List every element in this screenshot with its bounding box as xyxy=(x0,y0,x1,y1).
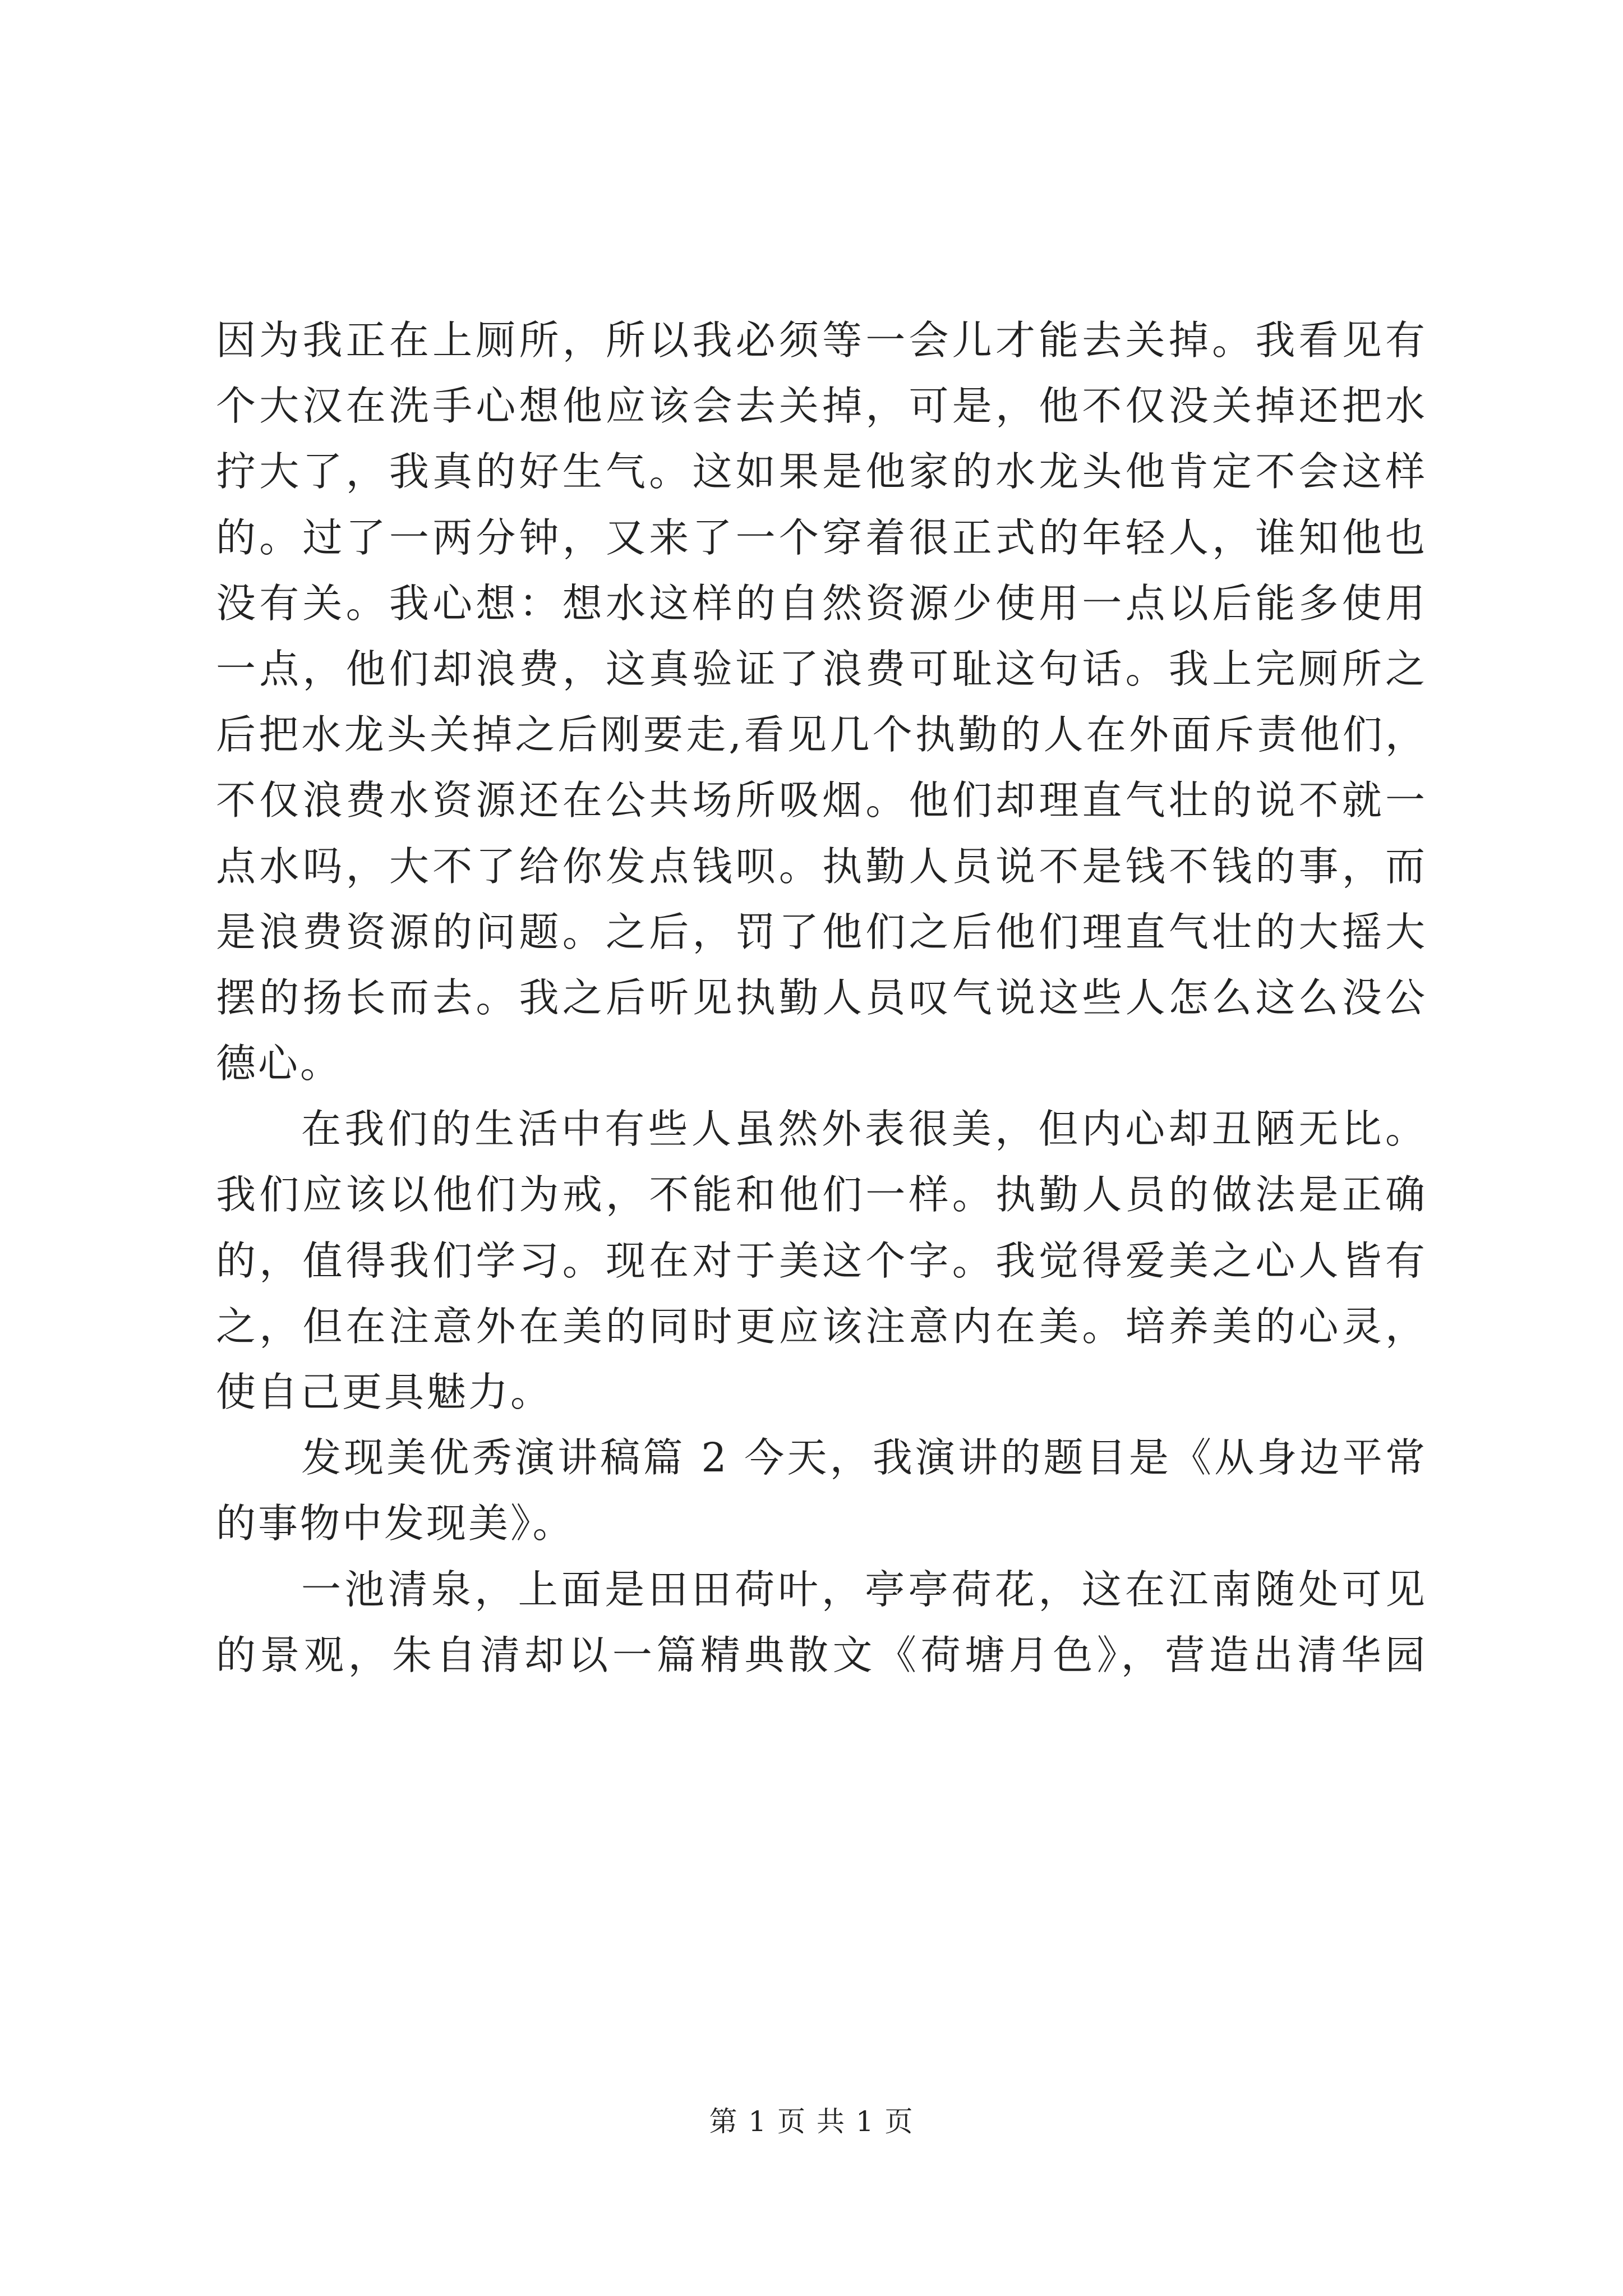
text-line: 个大汉在洗手心想他应该会去关掉，可是，他不仅没关掉还把水 xyxy=(216,383,1427,430)
text-line: 没有关。我心想：想水这样的自然资源少使用一点以后能多使用 xyxy=(216,579,1427,627)
page-footer xyxy=(0,2099,1623,2139)
text-line: 是浪费资源的问题。之后，罚了他们之后他们理直气壮的大摇大 xyxy=(216,908,1427,955)
text-line: 点水吗，大不了给你发点钱呗。执勤人员说不是钱不钱的事，而 xyxy=(216,843,1427,890)
text-line: 德心。 xyxy=(216,1040,343,1087)
text-line: 之，但在注意外在美的同时更应该注意内在美。培养美的心灵， xyxy=(216,1303,1427,1350)
text-line: 的，值得我们学习。现在对于美这个字。我觉得爱美之心人皆有 xyxy=(216,1237,1427,1284)
text-line: 使自己更具魅力。 xyxy=(216,1369,553,1415)
text-line: 因为我正在上厕所，所以我必须等一会儿才能去关掉。我看见有 xyxy=(216,317,1427,364)
text-line: 摆的扬长而去。我之后听见执勤人员叹气说这些人怎么这么没公 xyxy=(216,974,1427,1021)
text-line: 不仅浪费水资源还在公共场所吸烟。他们却理直气壮的说不就一 xyxy=(216,777,1427,824)
text-line: 我们应该以他们为戒，不能和他们一样。执勤人员的做法是正确 xyxy=(216,1171,1427,1218)
text-line: 一点，他们却浪费，这真验证了浪费可耻这句话。我上完厕所之 xyxy=(216,645,1427,692)
text-line: 的景观，朱自清却以一篇精典散文《荷塘月色》，营造出清华园 xyxy=(216,1631,1427,1678)
text-line: 拧大了，我真的好生气。这如果是他家的水龙头他肯定不会这样 xyxy=(216,448,1427,495)
text-line: 的。过了一两分钟，又来了一个穿着很正式的年轻人，谁知他也 xyxy=(216,514,1427,561)
page-number: 第 1 页 共 1 页 xyxy=(709,2105,914,2138)
text-line: 一池清泉，上面是田田荷叶，亭亭荷花，这在江南随处可见 xyxy=(301,1566,1427,1613)
text-line: 在我们的生活中有些人虽然外表很美，但内心却丑陋无比。 xyxy=(301,1106,1427,1153)
text-line: 的事物中发现美》。 xyxy=(216,1500,575,1547)
text-line: 发现美优秀演讲稿篇 2 今天，我演讲的题目是《从身边平常 xyxy=(301,1434,1427,1481)
text-line: 后把水龙头关掉之后刚要走,看见几个执勤的人在外面斥责他们， xyxy=(216,711,1427,758)
document-body xyxy=(216,307,1427,1688)
